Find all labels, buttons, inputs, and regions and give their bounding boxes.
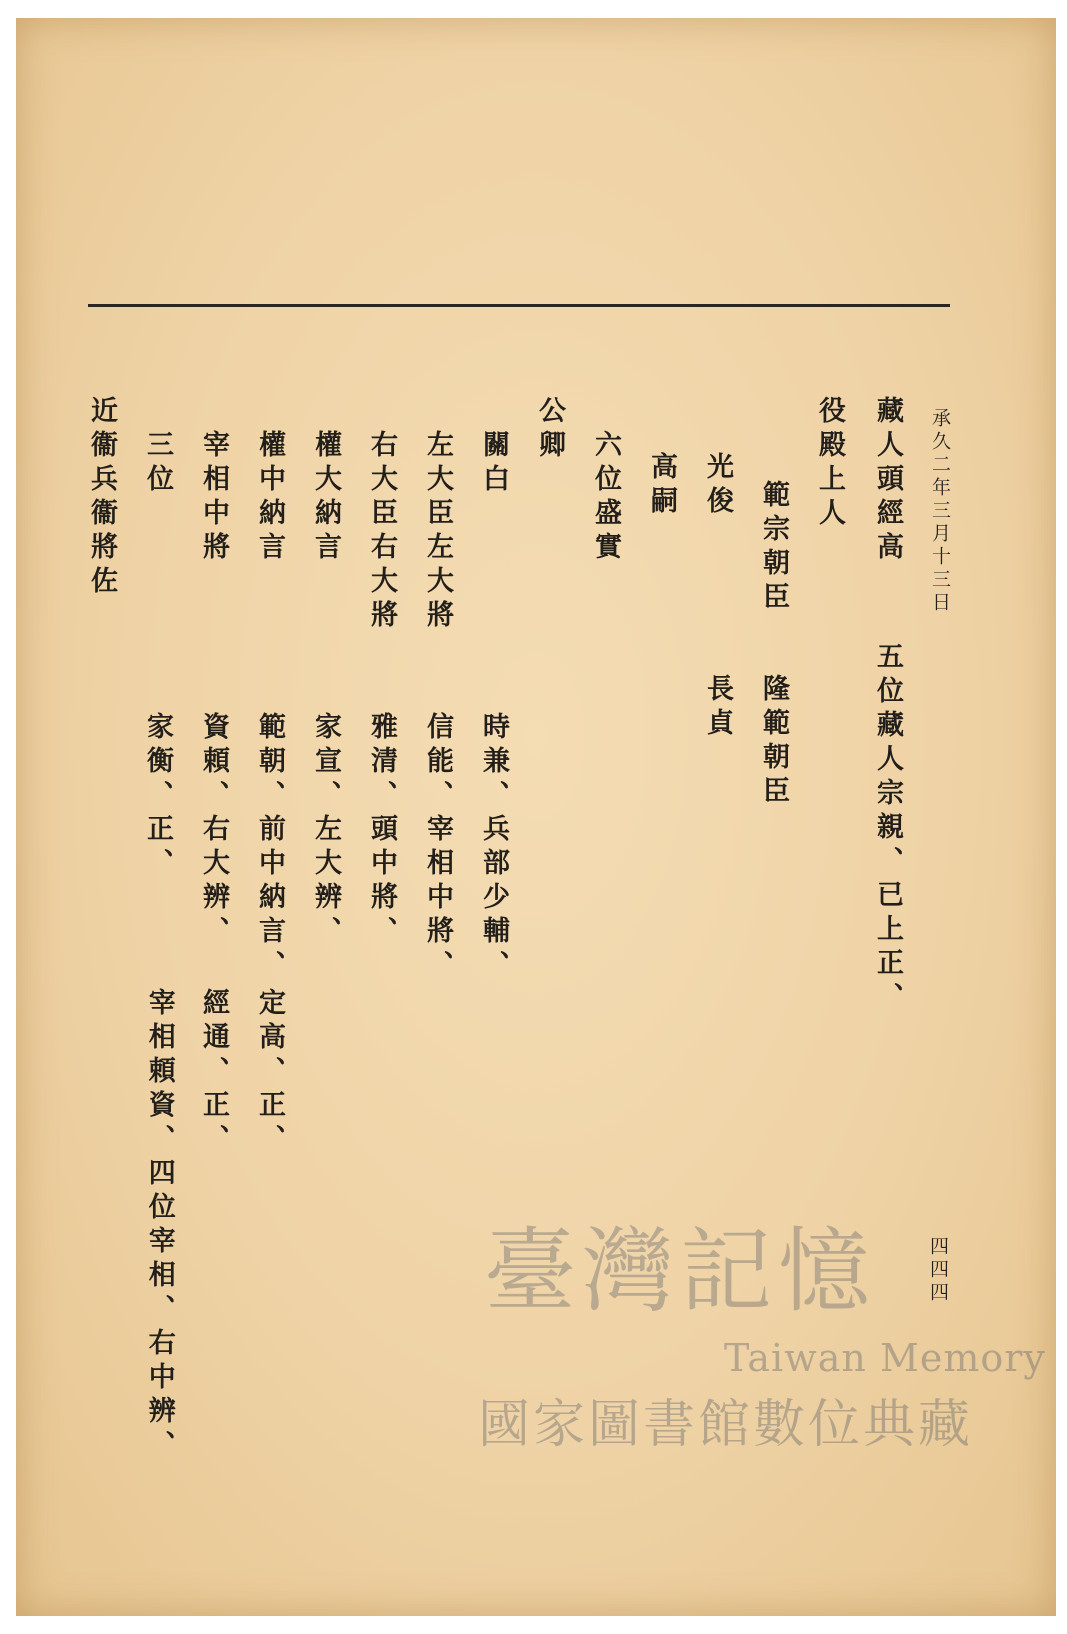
watermark-script: 臺灣記憶: [484, 1218, 877, 1325]
text-column: 範宗朝臣: [758, 480, 789, 616]
text-column: 藏人頭經高: [872, 396, 903, 566]
text-column: 右大臣右大將: [366, 430, 397, 634]
text-column: 左大臣左大將: [422, 430, 453, 634]
text-column: 信能、宰相中將、: [422, 712, 453, 984]
text-column: 公卿: [534, 396, 565, 464]
watermark-english: Taiwan Memory: [724, 1336, 1046, 1380]
watermark-chinese: 國家圖書館數位典藏: [478, 1395, 974, 1455]
text-column: 時兼、兵部少輔、: [478, 712, 509, 984]
text-column: 近衞兵衞將佐: [86, 396, 117, 600]
text-column: 宰相中將: [198, 430, 229, 566]
text-column: 經通、正、: [198, 988, 229, 1158]
date-line: 承久二年三月十三日: [929, 408, 951, 615]
text-column: 五位藏人宗親、已上正、: [872, 642, 903, 1016]
text-column: 關白: [478, 430, 509, 498]
text-column: 家宣、左大辨、: [310, 712, 341, 950]
text-column: 高嗣: [646, 452, 677, 520]
text-column: 光俊: [702, 452, 733, 520]
text-column: 三位: [142, 430, 173, 498]
page-number: 四四四: [927, 1236, 949, 1305]
text-column: 役殿上人: [814, 396, 845, 532]
header-rule: [88, 304, 950, 307]
text-column: 家衡、正、: [142, 712, 173, 882]
text-column: 定高、正、: [254, 988, 285, 1158]
text-column: 權中納言: [254, 430, 285, 566]
text-column: 宰相頼資、四位宰相、右中辨、: [143, 988, 175, 1464]
text-column: 六位盛實: [590, 430, 621, 566]
scanned-page: [16, 18, 1056, 1616]
text-column: 資頼、右大辨、: [198, 712, 229, 950]
text-column: 隆範朝臣: [758, 674, 789, 810]
text-column: 權大納言: [310, 430, 341, 566]
text-column: 範朝、前中納言、: [254, 712, 285, 984]
text-column: 長貞: [702, 674, 733, 742]
text-column: 雅清、頭中將、: [366, 712, 397, 950]
